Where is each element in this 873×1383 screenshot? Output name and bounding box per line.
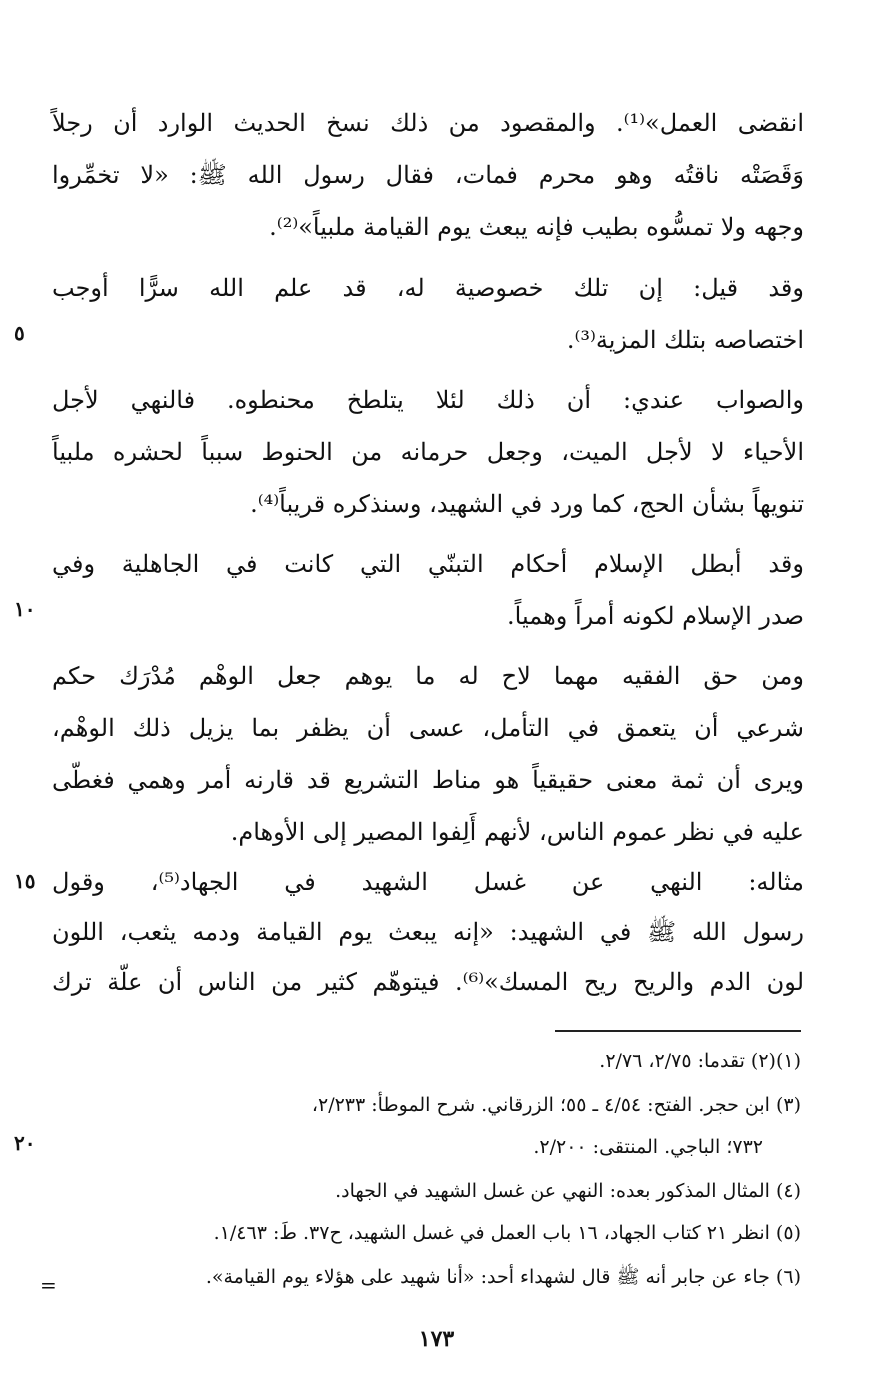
footnote-separator <box>555 1030 801 1032</box>
footnote: (٤) المثال المذكور بعده: النهي عن غسل الشهيد في الجهاد. <box>335 1180 801 1202</box>
body-line: ويرى أن ثمة معنى حقيقياً هو مناط التشريع قد قارنه أمر وهمي فغطّى <box>52 766 804 794</box>
body-line: عليه في نظر عموم الناس، لأنهم أَلِفوا المصير إلى الأوهام. <box>230 818 804 846</box>
body-line: وقد قيل: إن تلك خصوصية له، قد علم الله سرًّا أوجب <box>52 274 804 302</box>
body-line: ومن حق الفقيه مهما لاح له ما يوهم جعل الوهْم مُدْرَك حكم <box>52 662 804 690</box>
body-line: وَقَصَتْه ناقتُه وهو محرم فمات، فقال رسول الله ﷺ: «لا تخمِّروا <box>52 161 804 189</box>
footnote: (٣) ابن حجر. الفتح: ٤/٥٤ ـ ٥٥؛ الزرقاني. شرح الموطأ: ٢/٢٣٣، <box>311 1094 801 1116</box>
margin-line-number: ١٠ <box>14 597 36 621</box>
footnote-continuation-line: ٧٣٢؛ الباجي. المنتقى: ٢/٢٠٠. <box>533 1136 763 1158</box>
body-line: وجهه ولا تمسُّوه بطيب فإنه يبعث يوم القيامة ملبياً»⁽²⁾. <box>269 213 804 241</box>
footnote: (٥) انظر ٢١ كتاب الجهاد، ١٦ باب العمل في غسل الشهيد، ح٣٧. طَ: ١/٤٦٣. <box>213 1222 801 1244</box>
body-line: شرعي أن يتعمق في التأمل، عسى أن يظفر بما يزيل ذلك الوهْم، <box>52 714 804 742</box>
body-line: انقضى العمل»⁽¹⁾. والمقصود من ذلك نسخ الحديث الوارد أن رجلاً <box>52 109 804 137</box>
margin-line-number: ١٥ <box>14 869 36 893</box>
body-line: صدر الإسلام لكونه أمراً وهمياً. <box>507 602 804 630</box>
margin-line-number: ٥ <box>14 321 25 345</box>
body-line: تنويهاً بشأن الحج، كما ورد في الشهيد، وسنذكره قريباً⁽⁴⁾. <box>250 490 804 518</box>
body-line: الأحياء لا لأجل الميت، وجعل حرمانه من الحنوط سبباً لحشره ملبياً <box>52 438 804 466</box>
footnote: (٦) جاء عن جابر أنه ﷺ قال لشهداء أحد: «أنا شهيد على هؤلاء يوم القيامة». <box>205 1266 801 1288</box>
body-line: لون الدم والريح ريح المسك»⁽⁶⁾. فيتوهّم كثير من الناس أن علّة ترك <box>52 968 805 996</box>
body-line: اختصاصه بتلك المزية⁽³⁾. <box>566 326 804 354</box>
page-number: ١٧٣ <box>418 1326 455 1352</box>
body-line: وقد أبطل الإسلام أحكام التبنّي التي كانت في الجاهلية وفي <box>52 550 804 578</box>
body-line: مثاله: النهي عن غسل الشهيد في الجهاد⁽⁵⁾، وقول <box>52 868 804 896</box>
footnote-continuation-mark: = <box>40 1273 57 1297</box>
body-line: رسول الله ﷺ في الشهيد: «إنه يبعث يوم القيامة ودمه يثعب، اللون <box>52 918 804 946</box>
footnote: (١)(٢) تقدما: ٢/٧٥، ٢/٧٦. <box>599 1050 801 1072</box>
margin-line-number: ٢٠ <box>14 1131 36 1155</box>
body-line: والصواب عندي: أن ذلك لئلا يتلطخ محنطوه. فالنهي لأجل <box>52 386 804 414</box>
